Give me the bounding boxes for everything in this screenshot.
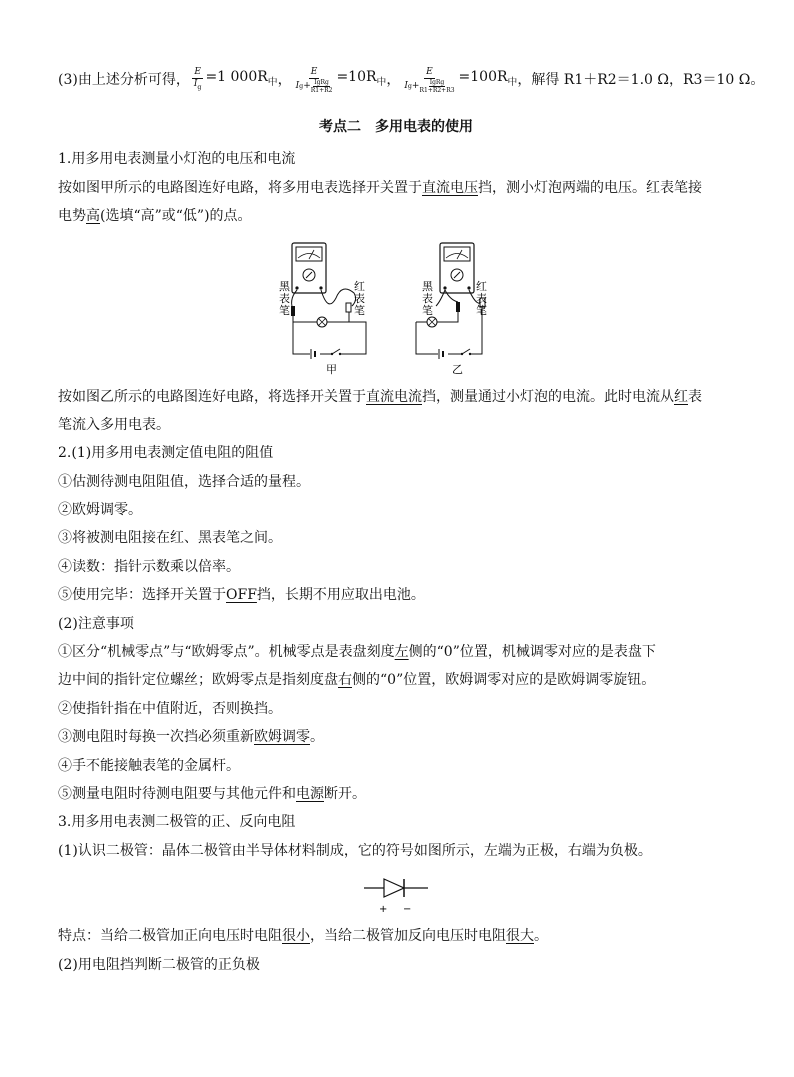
diode-desc: (1)认识二极管：晶体二极管由半导体材料制成，它的符号如图所示，左端为正极，右端为负极。 (58, 843, 652, 859)
minus-sign: − (403, 904, 412, 915)
diode-feature: 特点：当给二极管加正向电压时电阻很小，当给二极管加反向电压时电阻很大。 (58, 928, 548, 944)
multimeter-a-icon (292, 243, 326, 293)
switch-a-icon (332, 349, 340, 354)
formula-tail: ，解得 R1＋R2＝1.0 Ω，R3＝10 Ω。 (517, 72, 765, 88)
figure-label-b: 乙 (452, 363, 463, 376)
para2-line2: 笔流入多用电表。 (58, 417, 170, 433)
heading-2: 2.(1)用多用电表测定值电阻的阻值 (58, 445, 274, 461)
para2-line1: 按如图乙所示的电路图连好电路，将选择开关置于直流电流挡，测量通过小灯泡的电流。此时电流从红表 (58, 389, 702, 405)
black-probe-label-b: 黑表笔 (422, 280, 433, 317)
figure-label-a: 甲 (326, 363, 337, 376)
diode-symbol-icon (362, 874, 432, 916)
para1-line2: 电势高(选填“高”或“低”)的点。 (58, 208, 252, 224)
red-probe-label-b: 红表笔 (476, 280, 487, 317)
step-5: ⑤使用完毕：选择开关置于OFF挡，长期不用应取出电池。 (58, 587, 425, 603)
step-4: ④读数：指针示数乘以倍率。 (58, 559, 240, 575)
diode-polarity-heading: (2)用电阻挡判断二极管的正负极 (58, 957, 260, 973)
fraction-3-rhs: $=100R_中$ (458, 69, 518, 88)
heading-notes: (2)注意事项 (58, 616, 134, 632)
step-1: ①估测待测电阻阻值，选择合适的量程。 (58, 474, 310, 490)
note-4: ④手不能接触表笔的金属杆。 (58, 758, 240, 774)
formula-prefix: (3)由上述分析可得， (58, 72, 190, 88)
note-3: ③测电阻时每换一次挡必须重新欧姆调零。 (58, 729, 324, 745)
switch-b-icon (462, 349, 470, 354)
red-probe-a (346, 303, 351, 312)
circuit-figure (270, 238, 500, 378)
formula-line: (3)由上述分析可得， $\frac{E}{I_g}$ =1 $000R_中$ ， E I g + IgRg R1+R2 $=10R_中$ ， E I g + IgRg R1+R2+R3 $=100R_中$ ，解得 R1＋R2＝1.0 Ω，R3＝10 Ω。 (58, 66, 765, 94)
heading-1: 1.用多用电表测量小灯泡的电压和电流 (58, 151, 296, 167)
para1-line1: 按如图甲所示的电路图连好电路，将多用电表选择开关置于直流电压挡，测小灯泡两端的电压。红表笔接 (58, 180, 702, 196)
fraction-1-rhs: =1 $000R_中$ (205, 69, 278, 88)
heading-3: 3.用多用电表测二极管的正、反向电阻 (58, 814, 296, 830)
fraction-3: E I g + IgRg R1+R2+R3 (404, 66, 455, 94)
black-probe-a (291, 306, 295, 316)
step-3: ③将被测电阻接在红、黑表笔之间。 (58, 530, 282, 546)
multimeter-b-icon (440, 243, 474, 293)
red-probe-label-a: 红表笔 (354, 280, 365, 317)
note-2: ②使指针指在中值附近，否则换挡。 (58, 701, 282, 717)
plus-sign: + (379, 904, 388, 915)
step-2: ②欧姆调零。 (58, 502, 142, 518)
note-1-line1: ①区分“机械零点”与“欧姆零点”。机械零点是表盘刻度左侧的“0”位置，机械调零对应的是表盘下 (58, 644, 656, 660)
black-probe-b (456, 302, 460, 312)
section-title: 考点二 多用电表的使用 (319, 119, 473, 135)
fraction-1: $\frac{E}{I_g}$ (193, 67, 202, 91)
note-1-line2: 边中间的指针定位螺丝；欧姆零点是指刻度盘右侧的“0”位置，欧姆调零对应的是欧姆调零旋钮。 (58, 672, 656, 688)
fraction-2-rhs: $=10R_中$ (336, 69, 387, 88)
black-probe-label-a: 黑表笔 (279, 280, 290, 317)
fraction-2: E I g + IgRg R1+R2 (295, 66, 333, 94)
note-5: ⑤测量电阻时待测电阻要与其他元件和电源断开。 (58, 786, 366, 802)
